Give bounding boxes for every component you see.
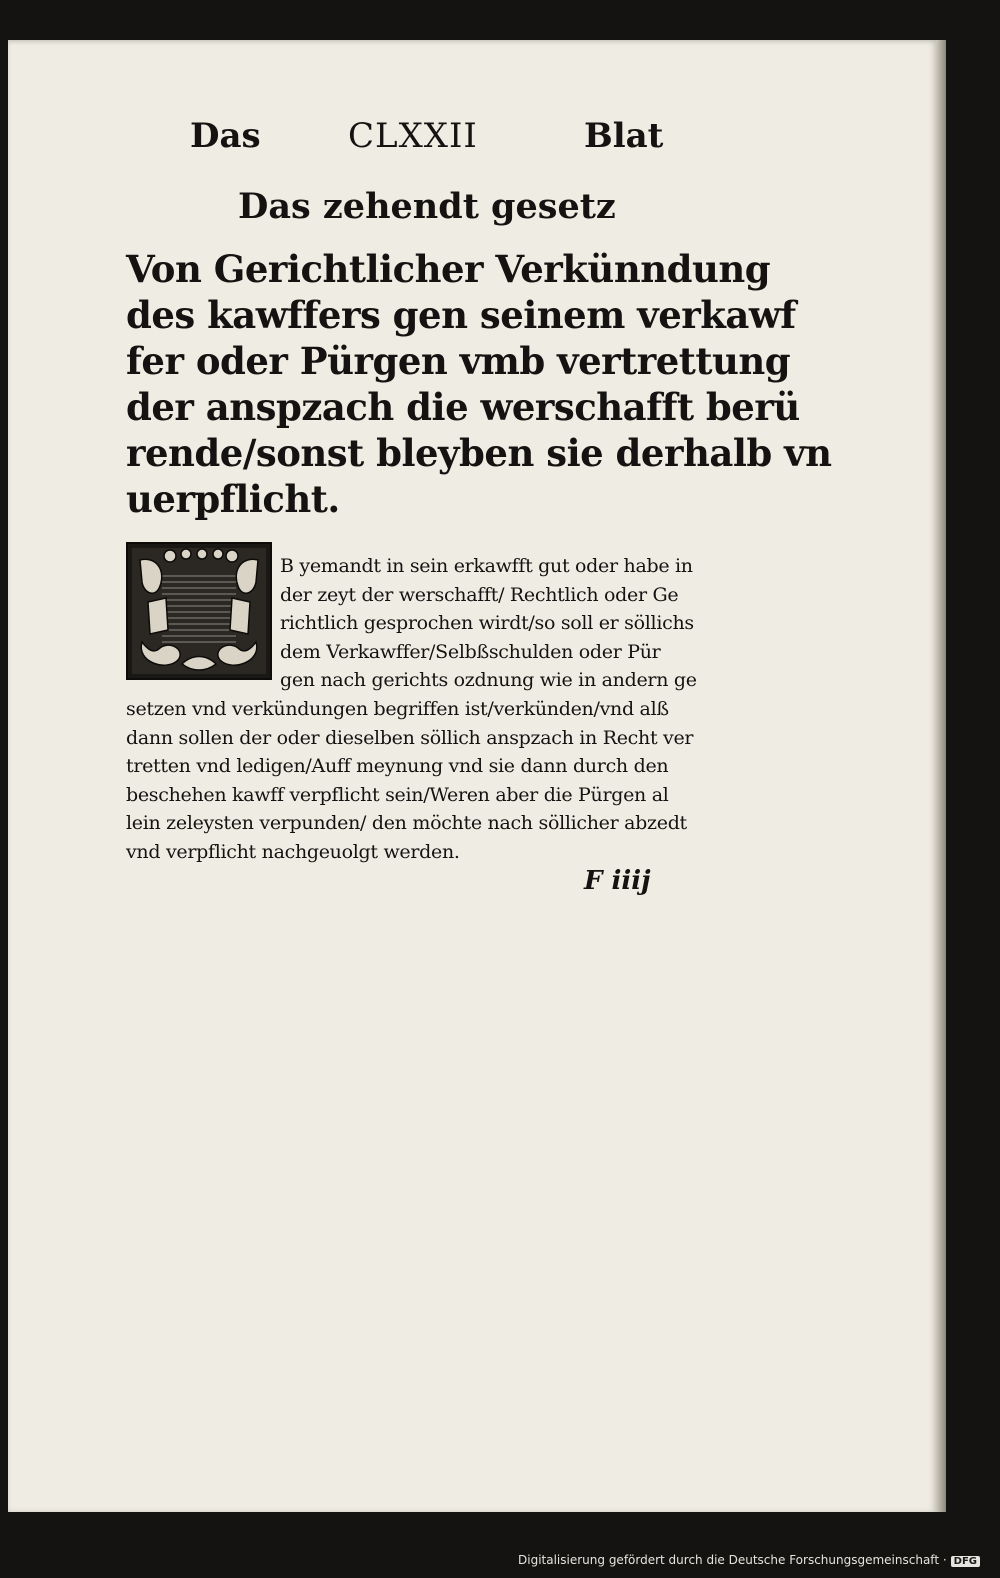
body-line: B yemandt in sein erkawfft gut oder habe in	[280, 555, 693, 577]
folio-number: CLXXII	[348, 116, 478, 156]
body-line: tretten vnd ledigen/Auff meynung vnd sie dann durch den	[126, 755, 669, 778]
signature-mark: F iiij	[584, 866, 651, 896]
running-head	[190, 116, 680, 162]
body-line: vnd verpflicht nachgeuolgt werden.	[126, 840, 460, 863]
body-line: beschehen kawff verpflicht sein/Weren aber die Pürgen al	[126, 783, 669, 806]
body-text	[126, 552, 716, 867]
body-line: dann sollen der oder dieselben söllich anspzach in Recht ver	[126, 726, 694, 749]
title-line: der anspzach die werschafft berü	[126, 385, 800, 429]
running-head-right: Blat	[584, 116, 664, 156]
law-heading: Das zehendt gesetz	[238, 186, 616, 227]
body-line: setzen vnd verkündungen begriffen ist/verkünden/vnd alß	[126, 697, 669, 720]
dfg-logo: DFG	[951, 1556, 980, 1567]
body-line: richtlich gesprochen wirdt/so soll er söllichs	[280, 612, 694, 635]
credit-text: Digitalisierung gefördert durch die Deutsche Forschungsgemeinschaft ·	[518, 1553, 947, 1567]
body-line: gen nach gerichts ozdnung wie in andern ge	[280, 669, 697, 692]
title-line: fer oder Pürgen vmb vertrettung	[126, 339, 791, 383]
body-line: der zeyt der werschafft/ Rechtlich oder Ge	[280, 583, 679, 606]
body-line: lein zeleysten verpunden/ den möchte nach söllicher abzedt	[126, 812, 687, 835]
title-line: des kawffers gen seinem verkawf	[126, 293, 796, 337]
title-line: uerpflicht.	[126, 477, 340, 521]
digitization-credit	[518, 1553, 980, 1567]
title-line: rende/sonst bleyben sie derhalb vn	[126, 431, 832, 475]
page-edge	[936, 40, 946, 1512]
running-head-left: Das	[190, 116, 261, 156]
title-block	[126, 246, 832, 522]
body-line: dem Verkawffer/Selbßschulden oder Pür	[280, 640, 661, 663]
title-line: Von Gerichtlicher Verkünndung	[126, 247, 771, 291]
